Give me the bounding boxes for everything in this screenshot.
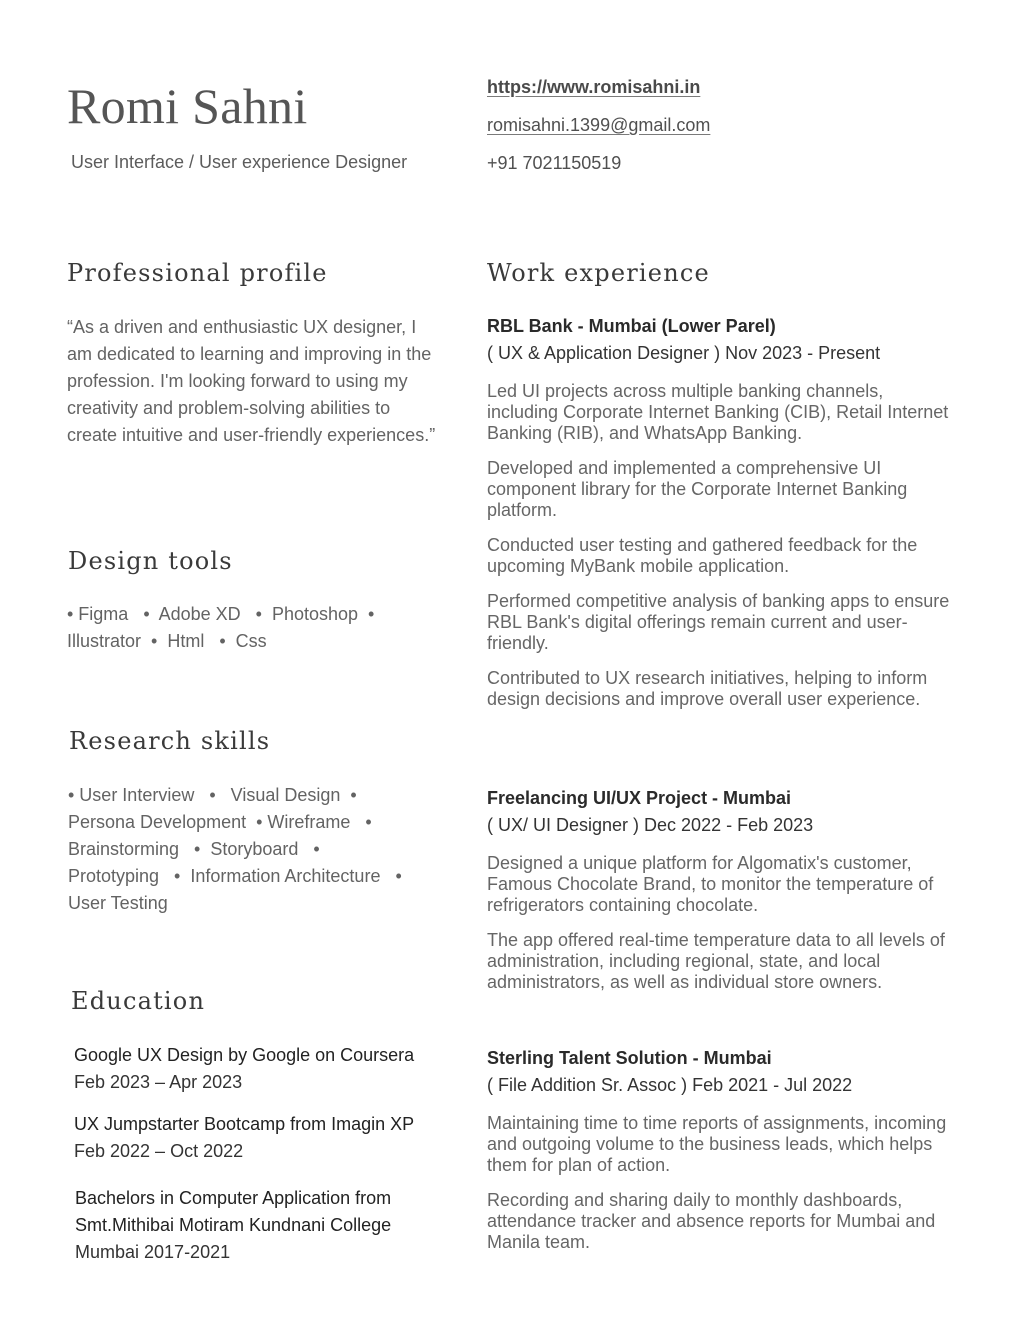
job-description: Conducted user testing and gathered feedback for the upcoming MyBank mobile application. — [487, 535, 918, 576]
education-title: UX Jumpstarter Bootcamp from Imagin XP — [74, 1114, 415, 1134]
education-date: Mumbai 2017-2021 — [75, 1242, 231, 1262]
education-item — [74, 1111, 414, 1165]
research-skills-line: User Testing — [68, 893, 168, 913]
job-description: Designed a unique platform for Algomatix's customer, Famous Chocolate Brand, to monitor the temperature of refrigerators containing chocolate. — [487, 853, 934, 915]
professional-profile-text: “As a driven and enthusiastic UX designer, I am dedicated to learning and improving in the profession. I'm looking forward to using my creativity and problem-solving abilities to create intuitive and user-friendly experiences.” — [67, 317, 436, 445]
job-company: Sterling Talent Solution - Mumbai — [487, 1048, 772, 1068]
job-description: The app offered real-time temperature data to all levels of administration, including regional, state, and local administrators, as well as individual store owners. — [487, 930, 945, 992]
job-description: Performed competitive analysis of banking apps to ensure RBL Bank's digital offerings remain current and user-friendly. — [487, 591, 950, 653]
design-tools-heading: Design tools — [68, 547, 233, 575]
education-title-continued: Smt.Mithibai Motiram Kundnani College — [75, 1215, 392, 1235]
education-item — [75, 1185, 391, 1266]
education-heading: Education — [71, 987, 206, 1015]
job-description: Recording and sharing daily to monthly dashboards, attendance tracker and absence reports for Mumbai and Manila team. — [487, 1190, 936, 1252]
job-role: ( UX/ UI Designer ) Dec 2022 - Feb 2023 — [487, 815, 814, 835]
job-company: Freelancing UI/UX Project - Mumbai — [487, 788, 792, 808]
research-skills-line: Prototyping • Information Architecture • — [68, 866, 402, 886]
job-description: Maintaining time to time reports of assignments, incoming and outgoing volume to the business leads, which helps them for plan of action. — [487, 1113, 947, 1175]
design-tools-line: • Figma • Adobe XD • Photoshop • — [67, 604, 375, 624]
job-description: Contributed to UX research initiatives, helping to inform design decisions and improve overall user experience. — [487, 668, 928, 709]
education-date: Feb 2022 – Oct 2022 — [74, 1141, 244, 1161]
design-tools-list — [67, 601, 374, 655]
education-item — [74, 1042, 414, 1096]
job-description: Led UI projects across multiple banking channels, including Corporate Internet Banking (CIB), Retail Internet Banking (RIB), and WhatsApp Banking. — [487, 381, 949, 443]
job-entry — [487, 785, 957, 993]
job-entry — [487, 1045, 957, 1253]
work-experience-heading: Work experience — [487, 259, 710, 287]
professional-profile-heading: Professional profile — [67, 259, 328, 287]
research-skills-line: Brainstorming • Storyboard • — [68, 839, 320, 859]
job-title-tagline: User Interface / User experience Designer — [71, 152, 408, 172]
education-title: Bachelors in Computer Application from — [75, 1188, 392, 1208]
job-description: Developed and implemented a comprehensive UI component library for the Corporate Internet Banking platform. — [487, 458, 908, 520]
design-tools-line: Illustrator • Html • Css — [67, 631, 267, 651]
research-skills-line: Persona Development • Wireframe • — [68, 812, 372, 832]
research-skills-list — [68, 782, 402, 917]
research-skills-line: • User Interview • Visual Design • — [68, 785, 357, 805]
education-title: Google UX Design by Google on Coursera — [74, 1045, 415, 1065]
job-company: RBL Bank - Mumbai (Lower Parel) — [487, 316, 776, 336]
research-skills-heading: Research skills — [69, 727, 271, 755]
education-date: Feb 2023 – Apr 2023 — [74, 1072, 243, 1092]
job-role: ( File Addition Sr. Assoc ) Feb 2021 - Jul 2022 — [487, 1075, 853, 1095]
email-link[interactable]: romisahni.1399@gmail.com — [487, 115, 711, 135]
phone-number: +91 7021150519 — [487, 153, 622, 173]
job-entry — [487, 313, 957, 710]
website-link[interactable]: https://www.romisahni.in — [487, 77, 701, 97]
candidate-name: Romi Sahni — [67, 78, 308, 134]
job-role: ( UX & Application Designer ) Nov 2023 - Present — [487, 343, 881, 363]
